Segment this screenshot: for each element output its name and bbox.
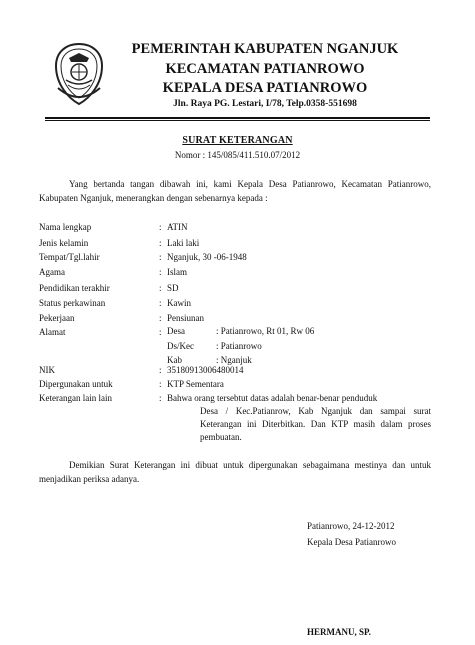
remarks-first-line: Bahwa orang tersebtut datas adalah benar-benar penduduk xyxy=(167,393,378,403)
field-value-purpose: KTP Sementara xyxy=(167,379,224,389)
letter-title: SURAT KETERANGAN xyxy=(182,135,293,146)
field-colon: : xyxy=(159,327,162,337)
remarks-text xyxy=(167,392,431,444)
field-label: Pendidikan terakhir xyxy=(39,283,110,293)
field-colon: : xyxy=(159,365,162,375)
signatory-name: HERMANU, SP. xyxy=(307,627,371,637)
letter-number: Nomor : 145/085/411.510.07/2012 xyxy=(174,150,301,160)
letterhead-line-1: PEMERINTAH KABUPATEN NGANJUK xyxy=(131,41,399,57)
field-colon: : xyxy=(159,313,162,323)
remarks-continued: Desa / Kec.Patianrow, Kab Nganjuk dan sampai surat Keterangan ini Diterbitkan. Dan KTP masih dalam proses pembuatan. xyxy=(200,406,431,442)
signature-place-date: Patianrowo, 24-12-2012 xyxy=(307,521,395,531)
field-colon: : xyxy=(159,393,162,403)
field-value-gender: Laki laki xyxy=(167,238,200,248)
field-value-birth: Nganjuk, 30 -06-1948 xyxy=(167,252,247,262)
letterhead-line-3: KEPALA DESA PATIANROWO xyxy=(162,80,368,96)
field-label: Keterangan lain lain xyxy=(39,393,112,403)
field-colon: : xyxy=(159,222,162,232)
field-colon: : xyxy=(159,238,162,248)
letterhead-line-2: KECAMATAN PATIANROWO xyxy=(165,61,365,77)
letterhead-rule-thick xyxy=(45,117,430,119)
field-value-occupation: Pensiunan xyxy=(167,313,204,323)
regency-crest-icon xyxy=(52,42,106,106)
field-colon: : xyxy=(159,267,162,277)
signature-title: Kepala Desa Patianrowo xyxy=(307,537,396,547)
field-value-marital: Kawin xyxy=(167,298,191,308)
opening-paragraph xyxy=(39,177,431,205)
field-label: NIK xyxy=(39,365,55,375)
letterhead-address: Jln. Raya PG. Lestari, I/78, Telp.0358-551698 xyxy=(173,99,357,109)
address-key: Desa xyxy=(167,326,185,336)
field-label: Agama xyxy=(39,267,65,277)
address-value: : Patianrowo xyxy=(216,341,262,351)
field-label: Nama lengkap xyxy=(39,222,92,232)
field-colon: : xyxy=(159,252,162,262)
opening-text: Yang bertanda tangan dibawah ini, kami Kepala Desa Patianrowo, Kecamatan Patianrowo, Kabupaten Nganjuk, menerangkan dengan sebenarnya kepada : xyxy=(39,179,431,203)
field-label: Tempat/Tgl.lahir xyxy=(39,252,100,262)
closing-paragraph xyxy=(39,458,431,486)
address-value: : Patianrowo, Rt 01, Rw 06 xyxy=(216,326,315,336)
closing-text: Demikian Surat Keterangan ini dibuat untuk dipergunakan sebagaimana mestinya dan untuk menjadikan periksa adanya. xyxy=(39,460,431,484)
field-colon: : xyxy=(159,298,162,308)
field-colon: : xyxy=(159,379,162,389)
field-value-religion: Islam xyxy=(167,267,187,277)
address-key: Kab xyxy=(167,355,182,365)
letterhead-rule-thin xyxy=(45,120,430,121)
field-value-name: ATIN xyxy=(167,222,188,232)
field-label: Status perkawinan xyxy=(39,298,106,308)
field-label: Jenis kelamin xyxy=(39,238,89,248)
field-value-nik: 35180913006480014 xyxy=(167,365,244,375)
field-value-education: SD xyxy=(167,283,179,293)
field-colon: : xyxy=(159,283,162,293)
field-label: Pekerjaan xyxy=(39,313,75,323)
field-label: Alamat xyxy=(39,327,66,337)
address-value: : Nganjuk xyxy=(216,355,252,365)
field-label: Dipergunakan untuk xyxy=(39,379,113,389)
address-key: Ds/Kec xyxy=(167,341,194,351)
